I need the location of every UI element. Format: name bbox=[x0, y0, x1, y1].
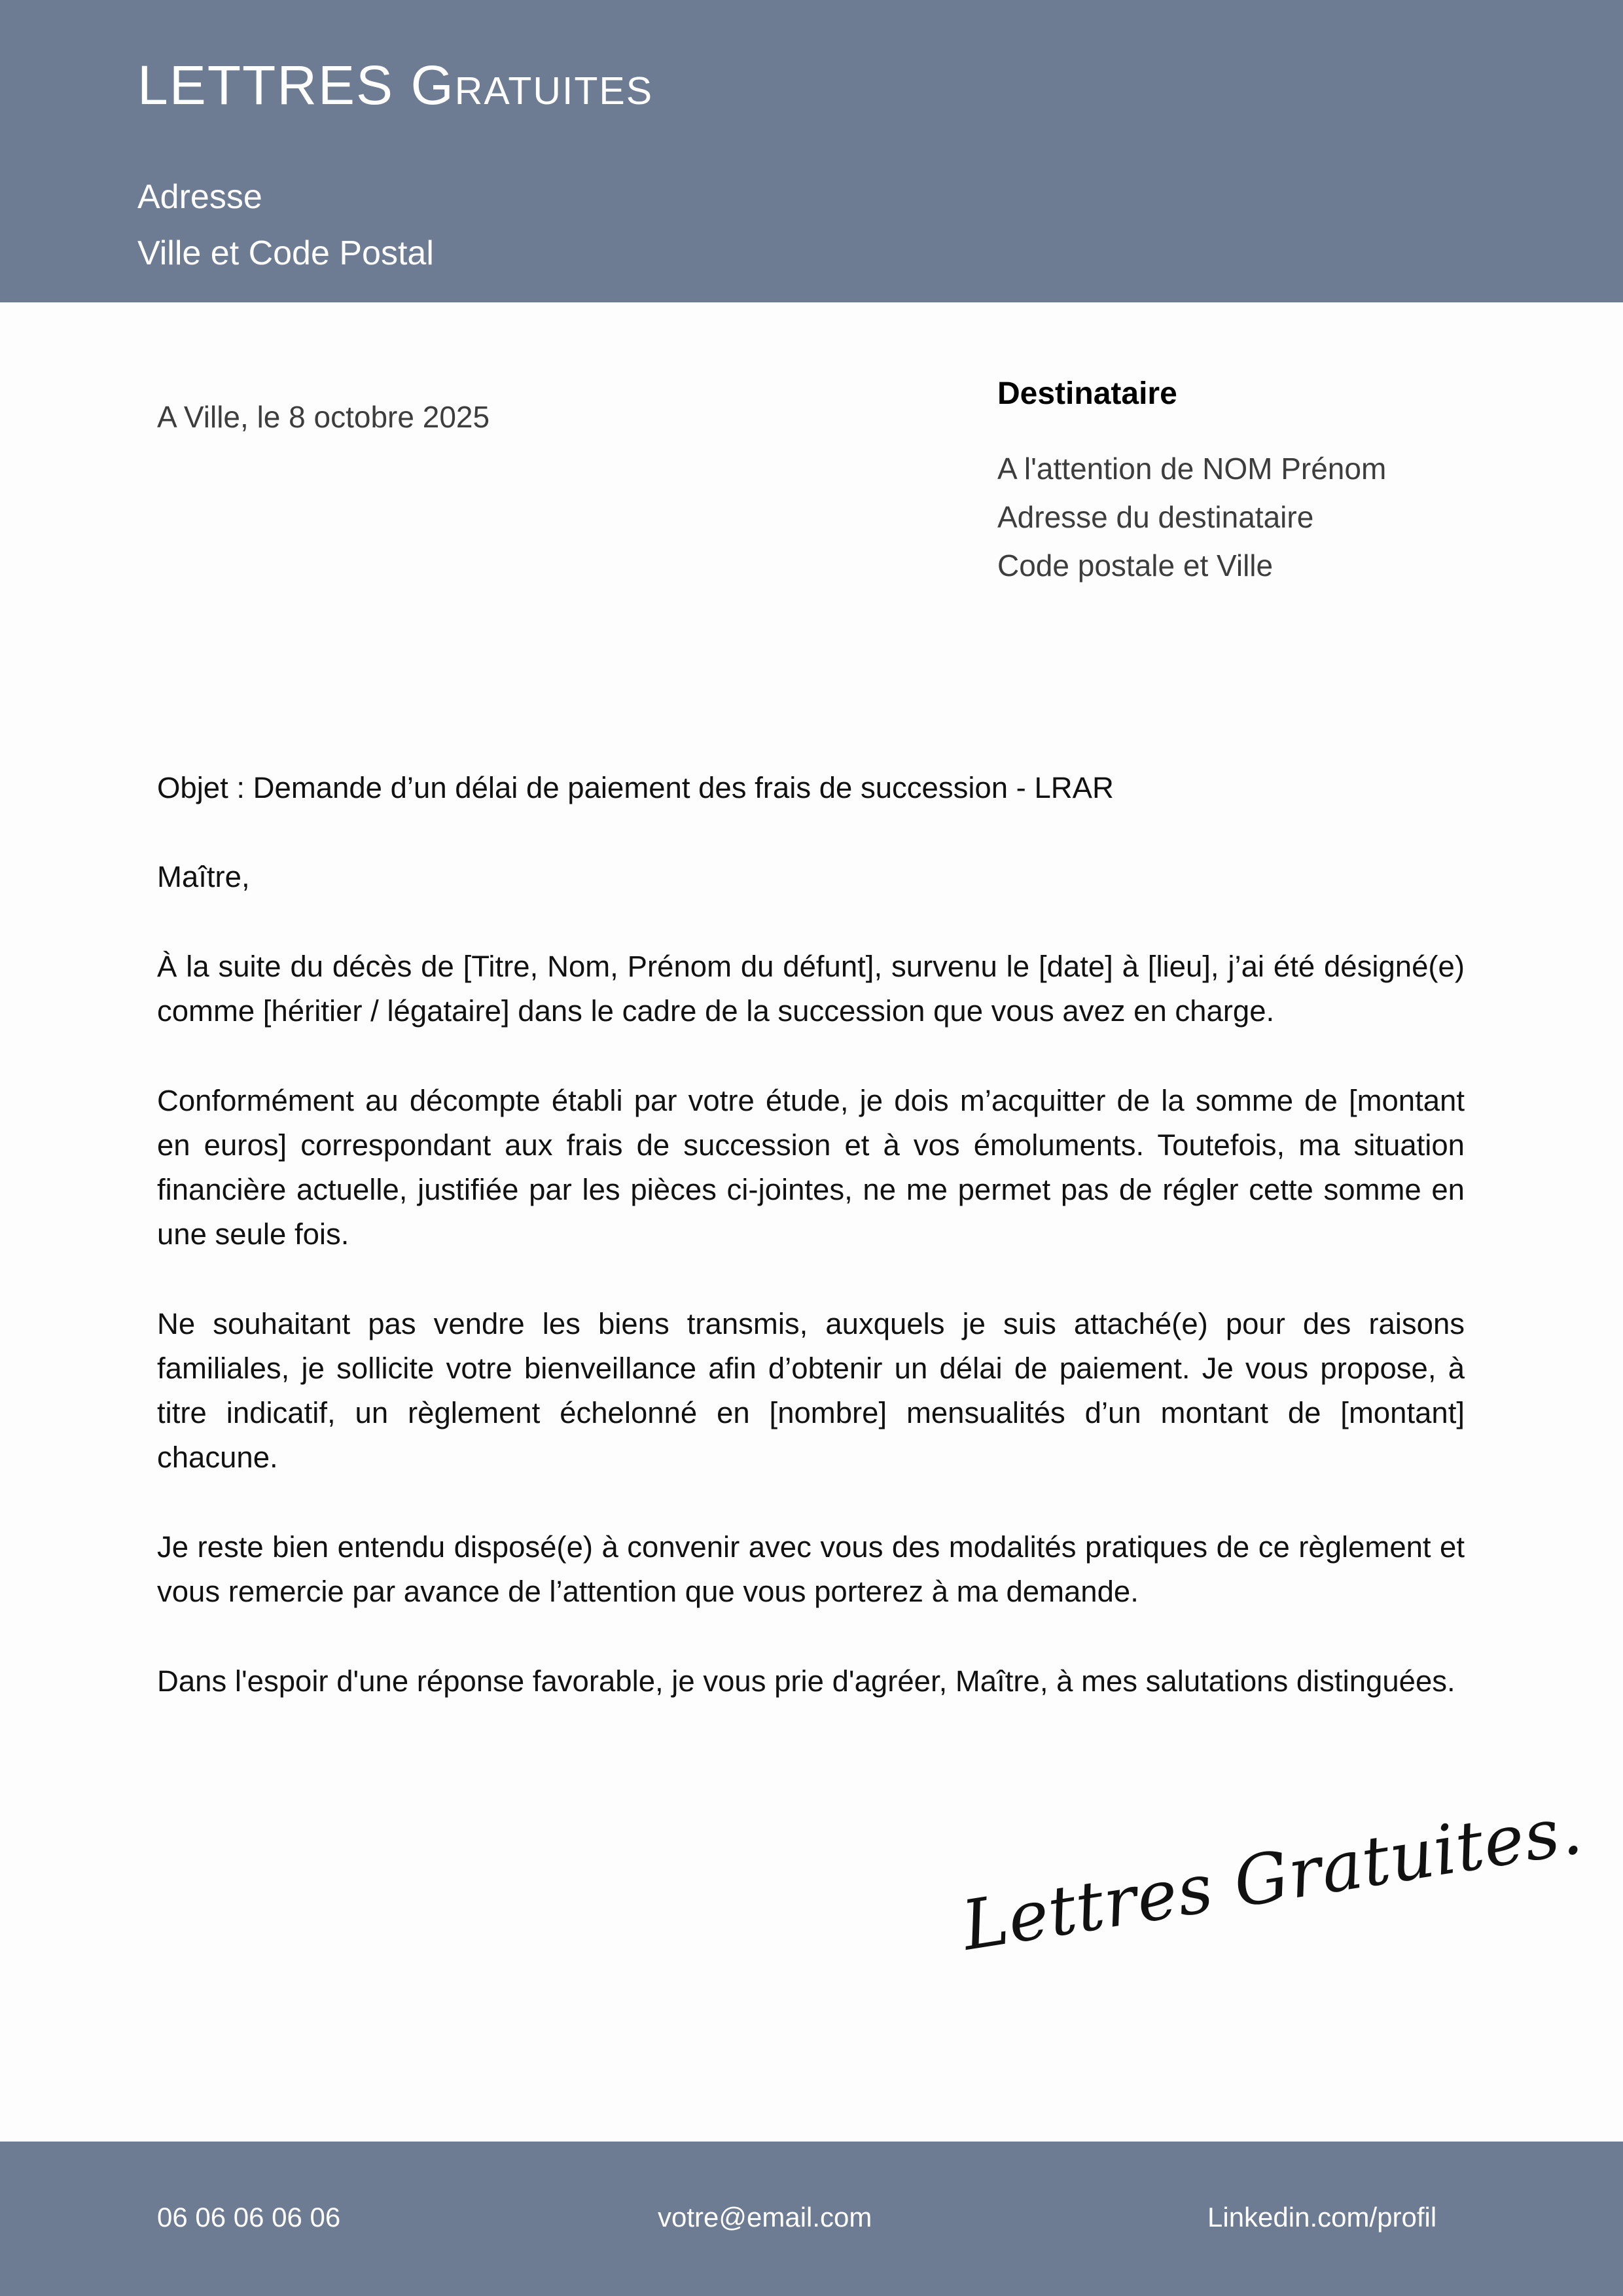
letter-paragraph: Je reste bien entendu disposé(e) à convenir avec vous des modalités pratiques de ce règlement et vous remercie par avance de l’attention que vous porterez à ma demande. bbox=[157, 1530, 1465, 1608]
sender-block bbox=[137, 169, 434, 281]
header-band bbox=[0, 0, 1623, 302]
letter-salutation: Maître, bbox=[157, 860, 250, 893]
letter-subject: Objet : Demande d’un délai de paiement des frais de succession - LRAR bbox=[157, 771, 1114, 804]
recipient-attention: A l'attention de NOM Prénom bbox=[997, 452, 1387, 486]
recipient-address: Adresse du destinataire bbox=[997, 500, 1314, 534]
letter-paragraph: Ne souhaitant pas vendre les biens transmis, auxquels je suis attaché(e) pour des raisons familiales, je sollicite votre bienveillance afin d’obtenir un délai de paiement. Je vous propose, à titre indicatif, un règlement échelonné en [nombre] mensualités d’un montant de [montant] chacune. bbox=[157, 1307, 1465, 1474]
signature bbox=[955, 1789, 1588, 2003]
footer-band bbox=[0, 2142, 1623, 2296]
brand-first-word: LETTRES bbox=[137, 54, 395, 116]
letter-closing: Dans l'espoir d'une réponse favorable, je vous prie d'agréer, Maître, à mes salutations distinguées. bbox=[157, 1664, 1455, 1698]
date-line: A Ville, le 8 octobre 2025 bbox=[157, 400, 490, 434]
footer-linkedin[interactable]: Linkedin.com/profil bbox=[1207, 2202, 1437, 2233]
sender-city: Ville et Code Postal bbox=[137, 234, 434, 272]
recipient-city: Code postale et Ville bbox=[997, 548, 1274, 583]
footer-email[interactable]: votre@email.com bbox=[658, 2202, 872, 2233]
sender-address: Adresse bbox=[137, 178, 262, 216]
letter-paragraph: À la suite du décès de [Titre, Nom, Prénom du défunt], survenu le [date] à [lieu], j’ai été désigné(e) comme [héritier / légataire] dans le cadre de la succession que vous avez en charge. bbox=[157, 950, 1465, 1028]
brand-logo-text bbox=[137, 54, 654, 116]
recipient-title: Destinataire bbox=[997, 376, 1177, 411]
recipient-block bbox=[997, 376, 1386, 590]
letter-paragraph: Conformément au décompte établi par votre étude, je dois m’acquitter de la somme de [montant en euros] correspondant aux frais de succession et à vos émoluments. Toutefois, ma situation financière actuelle, justifiée par les pièces ci-jointes, ne me permet pas de régler cette somme en une seule fois. bbox=[157, 1084, 1465, 1251]
letter-body bbox=[157, 766, 1465, 1749]
signature-text: Lettres Gratuites. bbox=[956, 1789, 1588, 1966]
footer-phone: 06 06 06 06 06 bbox=[157, 2202, 341, 2233]
brand-second-word: Gratuites bbox=[410, 54, 654, 116]
